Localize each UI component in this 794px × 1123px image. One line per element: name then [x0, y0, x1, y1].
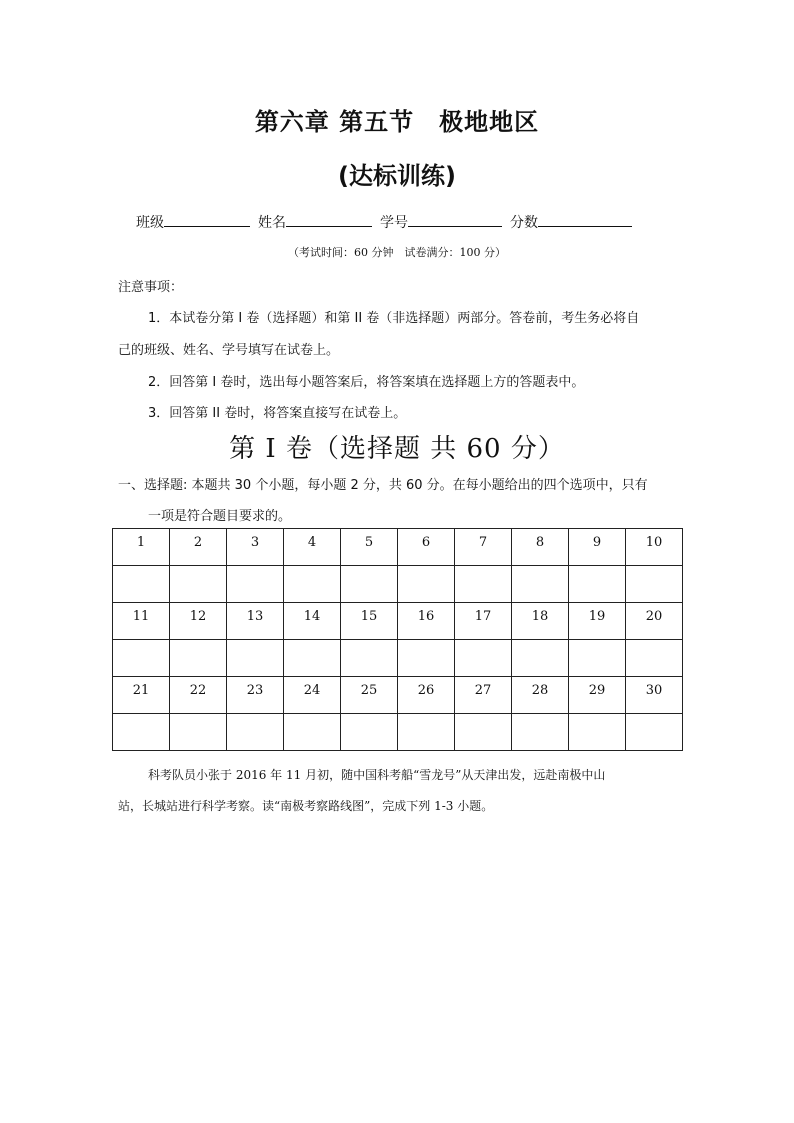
- answer-cell[interactable]: [398, 566, 455, 603]
- note-item-2: 2．回答第 I 卷时，选出每小题答案后，将答案填在选择题上方的答题表中。: [148, 375, 585, 390]
- question-number-cell: 9: [569, 529, 626, 566]
- section-title: 第 I 卷（选择题 共 60 分）: [229, 434, 565, 464]
- section-instruction: 一、选择题: 本题共 30 个小题，每小题 2 分，共 60 分。在每小题给出的四个选项中，只有: [118, 478, 648, 493]
- answer-cell[interactable]: [341, 640, 398, 677]
- question-number-cell: 8: [512, 529, 569, 566]
- question-number-cell: 12: [170, 603, 227, 640]
- answer-cell[interactable]: [569, 640, 626, 677]
- question-number-cell: 14: [284, 603, 341, 640]
- answer-cell[interactable]: [398, 714, 455, 751]
- question-number-cell: 24: [284, 677, 341, 714]
- answer-cell[interactable]: [113, 640, 170, 677]
- question-number-cell: 25: [341, 677, 398, 714]
- answer-input-row: [113, 566, 683, 603]
- answer-cell[interactable]: [284, 640, 341, 677]
- name-label: 姓名: [258, 215, 286, 231]
- question-number-cell: 3: [227, 529, 284, 566]
- question-number-cell: 1: [113, 529, 170, 566]
- answer-cell[interactable]: [626, 714, 683, 751]
- answer-cell[interactable]: [626, 566, 683, 603]
- question-number-cell: 10: [626, 529, 683, 566]
- answer-number-row: [113, 677, 683, 714]
- answer-cell[interactable]: [569, 714, 626, 751]
- passage-line-1: 科考队员小张于 2016 年 11 月初，随中国科考船“雪龙号”从天津出发，远赴南极中山: [148, 768, 606, 782]
- page-subtitle: (达标训练): [338, 162, 456, 190]
- answer-cell[interactable]: [455, 714, 512, 751]
- answer-cell[interactable]: [284, 714, 341, 751]
- answer-table: [112, 528, 683, 751]
- answer-number-row: [113, 603, 683, 640]
- answer-cell[interactable]: [341, 566, 398, 603]
- question-number-cell: 20: [626, 603, 683, 640]
- answer-cell[interactable]: [284, 566, 341, 603]
- answer-cell[interactable]: [227, 640, 284, 677]
- answer-input-row: [113, 714, 683, 751]
- question-number-cell: 6: [398, 529, 455, 566]
- student-id-label: 学号: [380, 215, 408, 231]
- question-number-cell: 27: [455, 677, 512, 714]
- question-number-cell: 4: [284, 529, 341, 566]
- question-number-cell: 15: [341, 603, 398, 640]
- note-item-1-continued: 己的班级、姓名、学号填写在试卷上。: [118, 343, 340, 358]
- answer-cell[interactable]: [113, 566, 170, 603]
- answer-cell[interactable]: [113, 714, 170, 751]
- class-field[interactable]: [164, 212, 250, 227]
- answer-cell[interactable]: [626, 640, 683, 677]
- passage-line-2: 站，长城站进行科学考察。读“南极考察路线图”，完成下列 1-3 小题。: [118, 799, 494, 813]
- question-number-cell: 19: [569, 603, 626, 640]
- question-number-cell: 29: [569, 677, 626, 714]
- answer-cell[interactable]: [227, 714, 284, 751]
- question-number-cell: 30: [626, 677, 683, 714]
- student-info-row: [136, 212, 640, 232]
- question-number-cell: 7: [455, 529, 512, 566]
- answer-cell[interactable]: [512, 714, 569, 751]
- question-number-cell: 18: [512, 603, 569, 640]
- question-number-cell: 22: [170, 677, 227, 714]
- question-number-cell: 26: [398, 677, 455, 714]
- question-number-cell: 23: [227, 677, 284, 714]
- answer-cell[interactable]: [170, 640, 227, 677]
- question-number-cell: 21: [113, 677, 170, 714]
- note-item-3: 3．回答第 II 卷时，将答案直接写在试卷上。: [148, 406, 407, 421]
- answer-cell[interactable]: [170, 566, 227, 603]
- name-field[interactable]: [286, 212, 372, 227]
- score-label: 分数: [510, 215, 538, 231]
- question-number-cell: 28: [512, 677, 569, 714]
- note-item-1: 1．本试卷分第 I 卷（选择题）和第 II 卷（非选择题）两部分。答卷前，考生务必将自: [148, 311, 640, 326]
- score-field[interactable]: [538, 212, 632, 227]
- question-number-cell: 13: [227, 603, 284, 640]
- page-title: 第六章 第五节 极地地区: [254, 108, 540, 136]
- question-number-cell: 2: [170, 529, 227, 566]
- answer-cell[interactable]: [341, 714, 398, 751]
- answer-cell[interactable]: [569, 566, 626, 603]
- answer-cell[interactable]: [512, 566, 569, 603]
- answer-cell[interactable]: [170, 714, 227, 751]
- exam-meta: （考试时间：60 分钟 试卷满分：100 分）: [288, 246, 506, 259]
- answer-cell[interactable]: [398, 640, 455, 677]
- answer-input-row: [113, 640, 683, 677]
- answer-cell[interactable]: [227, 566, 284, 603]
- question-number-cell: 11: [113, 603, 170, 640]
- notes-title: 注意事项：: [118, 280, 184, 295]
- question-number-cell: 17: [455, 603, 512, 640]
- class-label: 班级: [136, 215, 164, 231]
- student-id-field[interactable]: [408, 212, 502, 227]
- answer-cell[interactable]: [455, 566, 512, 603]
- question-number-cell: 16: [398, 603, 455, 640]
- answer-cell[interactable]: [512, 640, 569, 677]
- answer-cell[interactable]: [455, 640, 512, 677]
- question-number-cell: 5: [341, 529, 398, 566]
- section-instruction-continued: 一项是符合题目要求的。: [148, 509, 292, 524]
- answer-number-row: [113, 529, 683, 566]
